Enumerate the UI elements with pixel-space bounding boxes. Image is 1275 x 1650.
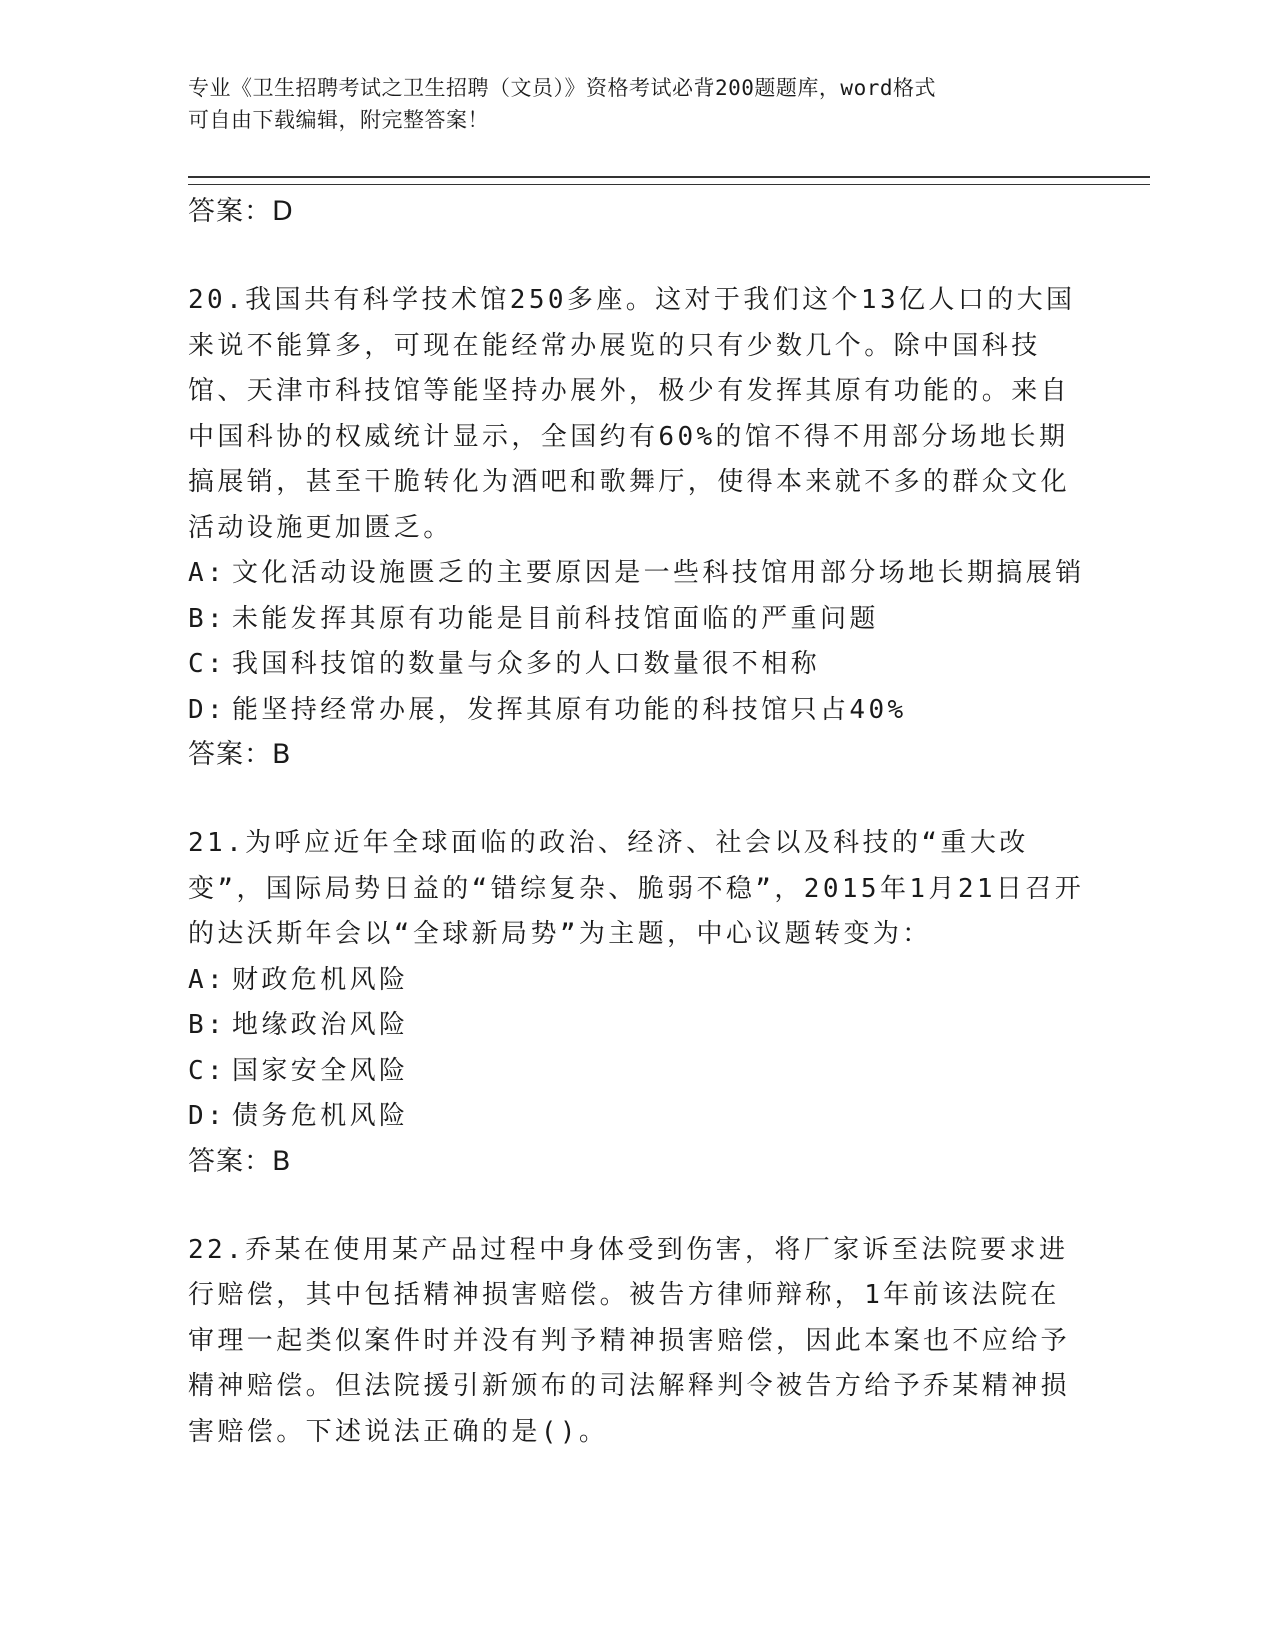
question-answer bbox=[188, 733, 1088, 777]
previous-answer bbox=[188, 190, 1088, 234]
header-divider bbox=[188, 176, 1150, 185]
option-text: 财政危机风险 bbox=[232, 964, 409, 995]
option-letter: B: bbox=[188, 1010, 227, 1040]
question-block bbox=[188, 821, 1088, 1184]
option-letter: C: bbox=[188, 649, 227, 679]
option-letter: B: bbox=[188, 603, 227, 634]
option-letter: A: bbox=[188, 558, 227, 588]
document-header bbox=[188, 72, 1088, 136]
answer-label: 答案： bbox=[188, 739, 272, 770]
option-d bbox=[188, 688, 1088, 734]
option-letter: D: bbox=[188, 1101, 227, 1131]
option-text: 国家安全风险 bbox=[232, 1055, 409, 1086]
answer-value: B bbox=[272, 1145, 292, 1177]
option-text: 我国科技馆的数量与众多的人口数量很不相称 bbox=[232, 649, 821, 679]
answer-value: D bbox=[272, 196, 294, 227]
option-b bbox=[188, 1003, 1088, 1049]
option-a bbox=[188, 551, 1088, 597]
question-text: 20.我国共有科学技术馆250多座。这对于我们这个13亿人口的大国来说不能算多，可现在能经常办展览的只有少数几个。除中国科技馆、天津市科技馆等能坚持办展外，极少有发挥其原有功能的。来自中国科协的权威统计显示，全国约有60%的馆不得不用部分场地长期搞展销，甚至干脆转化为酒吧和歌舞厅，使得本来就不多的群众文化活动设施更加匮乏。 bbox=[188, 285, 1076, 543]
option-letter: A: bbox=[188, 964, 227, 995]
option-text: 未能发挥其原有功能是目前科技馆面临的严重问题 bbox=[232, 603, 879, 634]
option-text: 地缘政治风险 bbox=[232, 1010, 409, 1040]
question-answer bbox=[188, 1140, 1088, 1184]
option-c bbox=[188, 1049, 1088, 1095]
option-letter: D: bbox=[188, 694, 227, 725]
question-block bbox=[188, 278, 1088, 777]
header-title-line-2: 可自由下载编辑，附完整答案！ bbox=[188, 108, 489, 132]
option-text: 能坚持经常办展，发挥其原有功能的科技馆只占40% bbox=[232, 694, 907, 725]
option-text: 债务危机风险 bbox=[232, 1101, 409, 1131]
header-title-line-1: 专业《卫生招聘考试之卫生招聘（文员）》资格考试必背200题题库，word格式 bbox=[188, 76, 936, 100]
option-d bbox=[188, 1094, 1088, 1140]
answer-label: 答案： bbox=[188, 196, 272, 227]
question-text: 22.乔某在使用某产品过程中身体受到伤害，将厂家诉至法院要求进行赔偿，其中包括精神损害赔偿。被告方律师辩称，1年前该法院在审理一起类似案件时并没有判予精神损害赔偿，因此本案也不应给予精神赔偿。但法院援引新颁布的司法解释判令被告方给予乔某精神损害赔偿。下述说法正确的是()。 bbox=[188, 1234, 1071, 1447]
option-letter: C: bbox=[188, 1055, 227, 1086]
answer-value: B bbox=[272, 739, 292, 770]
question-block bbox=[188, 1228, 1088, 1456]
answer-label: 答案： bbox=[188, 1145, 272, 1177]
question-text: 21.为呼应近年全球面临的政治、经济、社会以及科技的“重大改变”，国际局势日益的“错综复杂、脆弱不稳”，2015年1月21日召开的达沃斯年会以“全球新局势”为主题，中心议题转变为： bbox=[188, 828, 1085, 949]
document-body bbox=[188, 190, 1088, 1455]
option-b bbox=[188, 597, 1088, 643]
option-c bbox=[188, 642, 1088, 688]
option-a bbox=[188, 958, 1088, 1004]
option-text: 文化活动设施匮乏的主要原因是一些科技馆用部分场地长期搞展销 bbox=[232, 558, 1085, 588]
